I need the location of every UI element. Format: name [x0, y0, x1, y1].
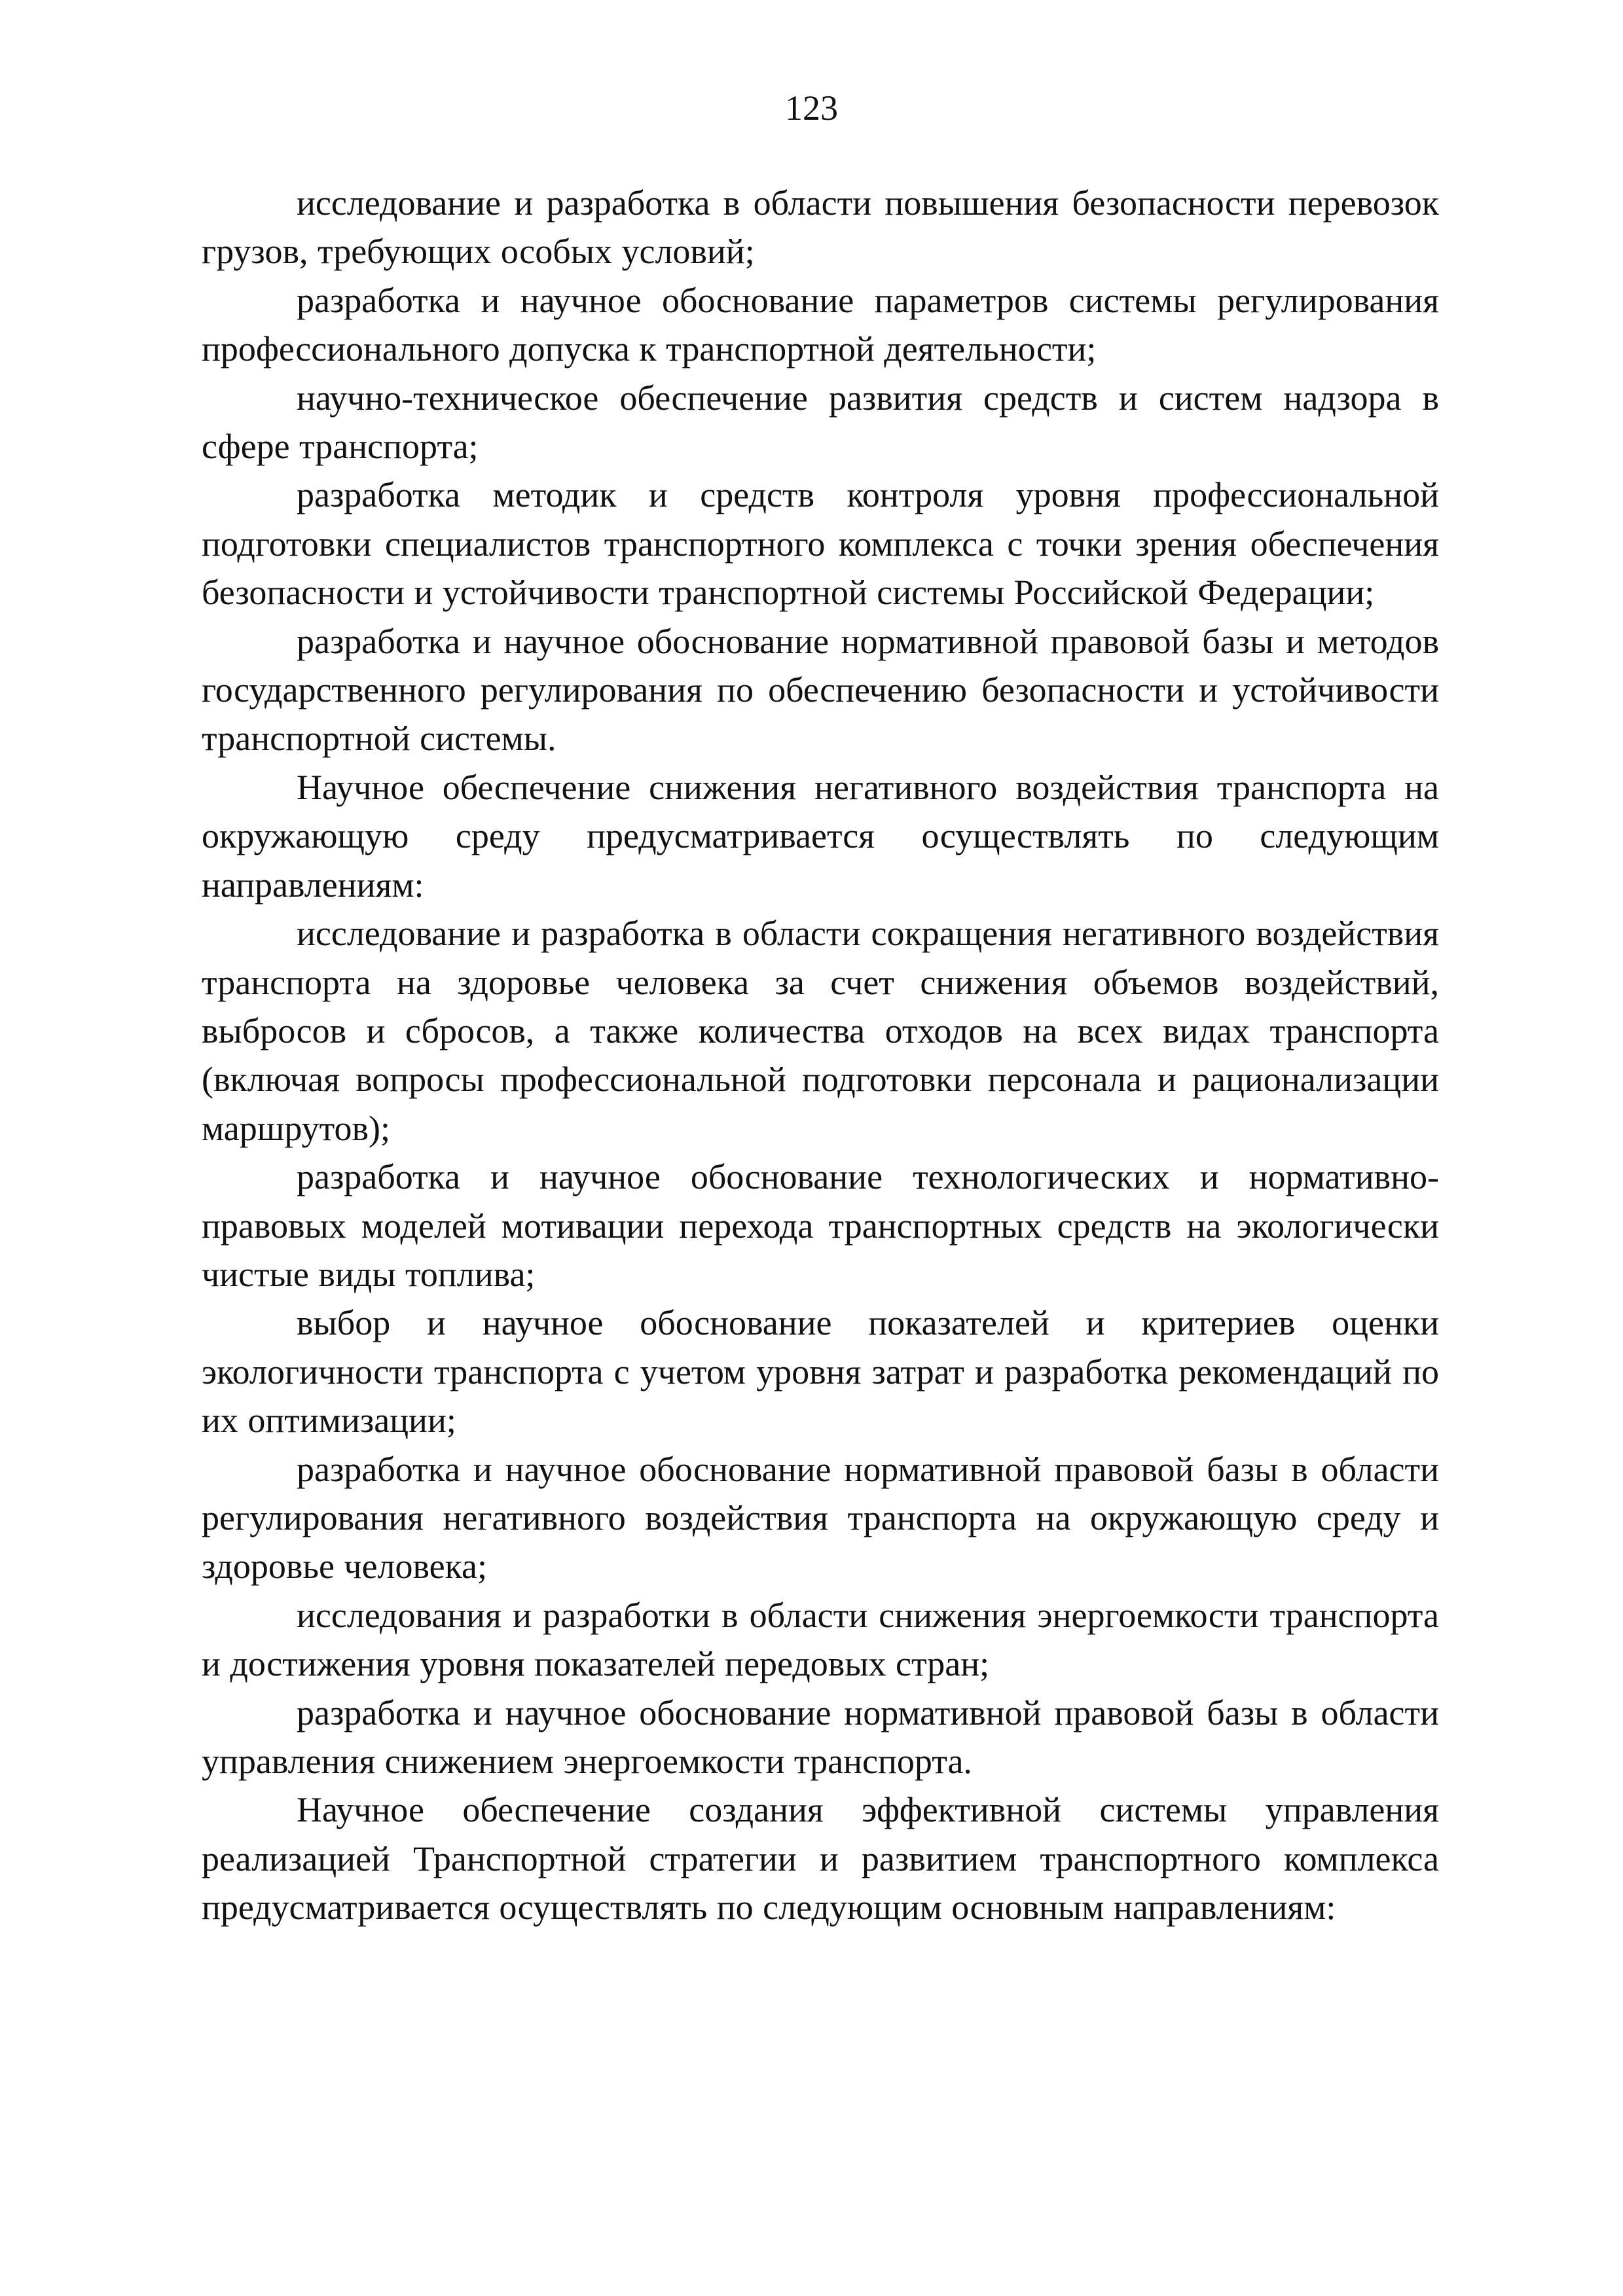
document-body [202, 179, 1439, 1932]
paragraph: научно-техническое обеспечение развития средств и систем надзора в сфере транспорта; [202, 378, 1439, 467]
paragraph: Научное обеспечение снижения негативного воздействия транспорта на окружающую среду предусматривается осуществлять по следующим направлениям: [202, 767, 1439, 905]
paragraph: исследование и разработка в области сокращения негативного воздействия транспорта на здоровье человека за счет снижения объемов воздействий, выбросов и сбросов, а также количества отходов на всех видах транспорта (включая вопросы профессиональной подготовки персонала и рационализации маршрутов); [202, 914, 1439, 1148]
page-number: 123 [785, 88, 838, 128]
paragraph: исследования и разработки в области снижения энергоемкости транспорта и достижения уровня показателей передовых стран; [202, 1595, 1439, 1684]
paragraph: разработка методик и средств контроля уровня профессиональной подготовки специалистов транспортного комплекса с точки зрения обеспечения безопасности и устойчивости транспортной системы Российской Федерации; [202, 475, 1439, 613]
paragraph: разработка и научное обоснование нормативной правовой базы в области регулирования негативного воздействия транспорта на окружающую среду и здоровье человека; [202, 1449, 1439, 1587]
paragraph: разработка и научное обоснование параметров системы регулирования профессионального допуска к транспортной деятельности; [202, 280, 1439, 369]
paragraph: исследование и разработка в области повышения безопасности перевозок грузов, требующих особых условий; [202, 183, 1439, 272]
paragraph: разработка и научное обоснование технологических и нормативно-правовых моделей мотивации перехода транспортных средств на экологически чистые виды топлива; [202, 1157, 1439, 1294]
paragraph: разработка и научное обоснование нормативной правовой базы в области управления снижением энергоемкости транспорта. [202, 1693, 1439, 1781]
paragraph: разработка и научное обоснование нормативной правовой базы и методов государственного регулирования по обеспечению безопасности и устойчивости транспортной системы. [202, 621, 1439, 759]
paragraph: Научное обеспечение создания эффективной системы управления реализацией Транспортной стратегии и развитием транспортного комплекса предусматривается осуществлять по следующим основным направлениям: [202, 1790, 1439, 1928]
paragraph: выбор и научное обоснование показателей и критериев оценки экологичности транспорта с учетом уровня затрат и разработка рекомендаций по их оптимизации; [202, 1303, 1439, 1441]
